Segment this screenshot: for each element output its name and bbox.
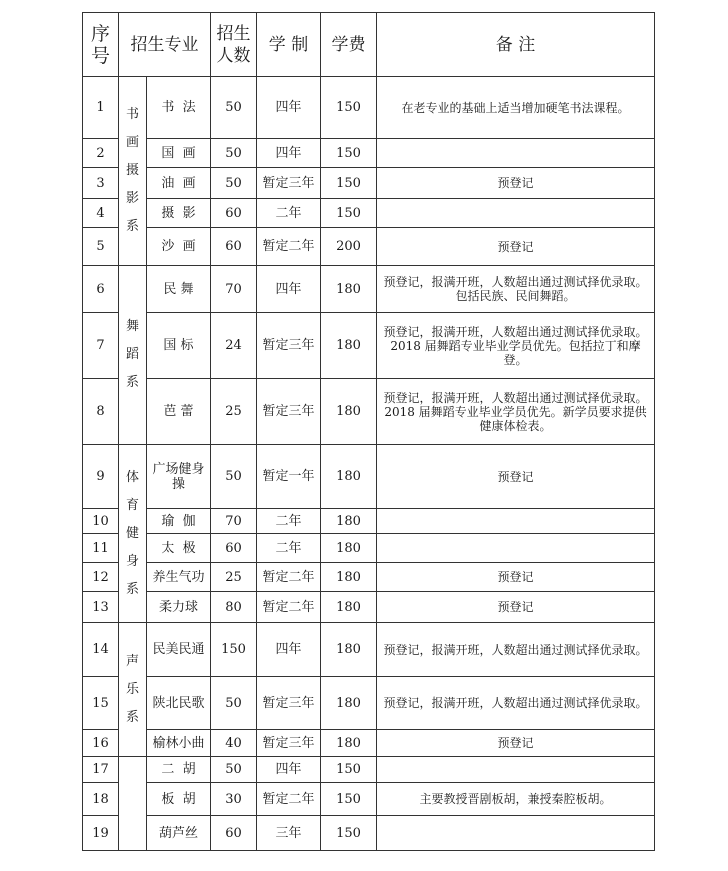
- major-name: 陕北民歌: [147, 677, 211, 730]
- remark: [377, 534, 655, 563]
- row-number: 14: [83, 623, 119, 677]
- remark: 预登记，报满开班，人数超出通过测试择优录取。包括民族、民间舞蹈。: [377, 266, 655, 313]
- table-row: [83, 139, 655, 168]
- enroll-count: 50: [211, 445, 257, 509]
- enroll-count: 50: [211, 168, 257, 199]
- table-row: [83, 77, 655, 139]
- table-row: [83, 677, 655, 730]
- department-cell: 书 画 摄 影 系: [119, 77, 147, 266]
- department-cell: 舞 蹈 系: [119, 266, 147, 445]
- tuition-fee: 150: [321, 139, 377, 168]
- table-row: [83, 266, 655, 313]
- enroll-count: 30: [211, 783, 257, 816]
- study-duration: 暂定一年: [257, 445, 321, 509]
- remark: 预登记，报满开班，人数超出通过测试择优录取。: [377, 623, 655, 677]
- study-duration: 四年: [257, 623, 321, 677]
- major-name: 广场健身操: [147, 445, 211, 509]
- study-duration: 二年: [257, 509, 321, 534]
- table-row: [83, 816, 655, 851]
- study-duration: 二年: [257, 534, 321, 563]
- tuition-fee: 180: [321, 379, 377, 445]
- enroll-count: 40: [211, 730, 257, 757]
- row-number: 10: [83, 509, 119, 534]
- table-row: [83, 379, 655, 445]
- row-number: 16: [83, 730, 119, 757]
- table-row: [83, 623, 655, 677]
- enrollment-table: [82, 12, 655, 851]
- enroll-count: 60: [211, 816, 257, 851]
- major-name: 二 胡: [147, 757, 211, 783]
- remark: [377, 816, 655, 851]
- study-duration: 三年: [257, 816, 321, 851]
- enroll-count: 60: [211, 534, 257, 563]
- remark: 主要教授晋剧板胡，兼授秦腔板胡。: [377, 783, 655, 816]
- row-number: 12: [83, 563, 119, 592]
- study-duration: 暂定三年: [257, 730, 321, 757]
- table-row: [83, 730, 655, 757]
- enroll-count: 50: [211, 77, 257, 139]
- table-row: [83, 534, 655, 563]
- table-row: [83, 228, 655, 266]
- tuition-fee: 150: [321, 168, 377, 199]
- department-cell: 体 育 健 身 系: [119, 445, 147, 623]
- tuition-fee: 150: [321, 77, 377, 139]
- header-seq: 序号: [83, 13, 119, 77]
- remark: [377, 757, 655, 783]
- study-duration: 暂定二年: [257, 228, 321, 266]
- major-name: 摄 影: [147, 199, 211, 228]
- enroll-count: 70: [211, 266, 257, 313]
- header-note: 备 注: [377, 13, 655, 77]
- enroll-count: 50: [211, 139, 257, 168]
- remark: 预登记: [377, 592, 655, 623]
- table-row: [83, 563, 655, 592]
- study-duration: 暂定三年: [257, 379, 321, 445]
- tuition-fee: 180: [321, 563, 377, 592]
- tuition-fee: 150: [321, 199, 377, 228]
- row-number: 7: [83, 313, 119, 379]
- remark: [377, 509, 655, 534]
- tuition-fee: 180: [321, 509, 377, 534]
- remark: 预登记，报满开班，人数超出通过测试择优录取。2018 届舞蹈专业毕业学员优先。包括拉丁和摩登。: [377, 313, 655, 379]
- table-row: [83, 199, 655, 228]
- major-name: 国 画: [147, 139, 211, 168]
- table-row: [83, 757, 655, 783]
- tuition-fee: 150: [321, 783, 377, 816]
- enroll-count: 24: [211, 313, 257, 379]
- tuition-fee: 180: [321, 445, 377, 509]
- remark: 在老专业的基础上适当增加硬笔书法课程。: [377, 77, 655, 139]
- tuition-fee: 150: [321, 757, 377, 783]
- enroll-count: 60: [211, 199, 257, 228]
- row-number: 17: [83, 757, 119, 783]
- header-count: 招生人数: [211, 13, 257, 77]
- row-number: 1: [83, 77, 119, 139]
- remark: 预登记，报满开班，人数超出通过测试择优录取。: [377, 677, 655, 730]
- enroll-count: 50: [211, 677, 257, 730]
- major-name: 国 标: [147, 313, 211, 379]
- row-number: 4: [83, 199, 119, 228]
- remark: 预登记: [377, 563, 655, 592]
- study-duration: 四年: [257, 77, 321, 139]
- study-duration: 四年: [257, 266, 321, 313]
- major-name: 太 极: [147, 534, 211, 563]
- remark: 预登记: [377, 228, 655, 266]
- row-number: 9: [83, 445, 119, 509]
- major-name: 芭 蕾: [147, 379, 211, 445]
- row-number: 19: [83, 816, 119, 851]
- row-number: 3: [83, 168, 119, 199]
- study-duration: 暂定三年: [257, 168, 321, 199]
- enroll-count: 150: [211, 623, 257, 677]
- major-name: 民 舞: [147, 266, 211, 313]
- enroll-count: 25: [211, 563, 257, 592]
- tuition-fee: 180: [321, 266, 377, 313]
- row-number: 15: [83, 677, 119, 730]
- department-cell: 声 乐 系: [119, 623, 147, 757]
- major-name: 油 画: [147, 168, 211, 199]
- row-number: 5: [83, 228, 119, 266]
- tuition-fee: 150: [321, 816, 377, 851]
- major-name: 柔力球: [147, 592, 211, 623]
- row-number: 11: [83, 534, 119, 563]
- study-duration: 暂定三年: [257, 677, 321, 730]
- study-duration: 暂定二年: [257, 783, 321, 816]
- remark: 预登记: [377, 730, 655, 757]
- tuition-fee: 180: [321, 623, 377, 677]
- table-row: [83, 783, 655, 816]
- tuition-fee: 180: [321, 592, 377, 623]
- header-major: 招生专业: [119, 13, 211, 77]
- row-number: 6: [83, 266, 119, 313]
- major-name: 瑜 伽: [147, 509, 211, 534]
- enroll-count: 60: [211, 228, 257, 266]
- tuition-fee: 180: [321, 313, 377, 379]
- remark: 预登记: [377, 445, 655, 509]
- table-row: [83, 445, 655, 509]
- study-duration: 暂定三年: [257, 313, 321, 379]
- row-number: 13: [83, 592, 119, 623]
- study-duration: 四年: [257, 139, 321, 168]
- enroll-count: 25: [211, 379, 257, 445]
- table-row: [83, 168, 655, 199]
- study-duration: 二年: [257, 199, 321, 228]
- major-name: 板 胡: [147, 783, 211, 816]
- remark: [377, 139, 655, 168]
- table-row: [83, 313, 655, 379]
- tuition-fee: 180: [321, 677, 377, 730]
- enroll-count: 50: [211, 757, 257, 783]
- major-name: 民美民通: [147, 623, 211, 677]
- major-name: 书 法: [147, 77, 211, 139]
- tuition-fee: 200: [321, 228, 377, 266]
- table-row: [83, 509, 655, 534]
- row-number: 18: [83, 783, 119, 816]
- remark: 预登记: [377, 168, 655, 199]
- study-duration: 暂定二年: [257, 592, 321, 623]
- tuition-fee: 180: [321, 730, 377, 757]
- row-number: 2: [83, 139, 119, 168]
- remark: 预登记，报满开班，人数超出通过测试择优录取。2018 届舞蹈专业毕业学员优先。新学员要求提供健康体检表。: [377, 379, 655, 445]
- table-row: [83, 592, 655, 623]
- row-number: 8: [83, 379, 119, 445]
- major-name: 葫芦丝: [147, 816, 211, 851]
- remark: [377, 199, 655, 228]
- major-name: 沙 画: [147, 228, 211, 266]
- major-name: 养生气功: [147, 563, 211, 592]
- enroll-count: 70: [211, 509, 257, 534]
- department-cell-empty: [119, 757, 147, 851]
- study-duration: 暂定二年: [257, 563, 321, 592]
- enroll-count: 80: [211, 592, 257, 623]
- header-fee: 学费: [321, 13, 377, 77]
- study-duration: 四年: [257, 757, 321, 783]
- header-duration: 学 制: [257, 13, 321, 77]
- major-name: 榆林小曲: [147, 730, 211, 757]
- tuition-fee: 180: [321, 534, 377, 563]
